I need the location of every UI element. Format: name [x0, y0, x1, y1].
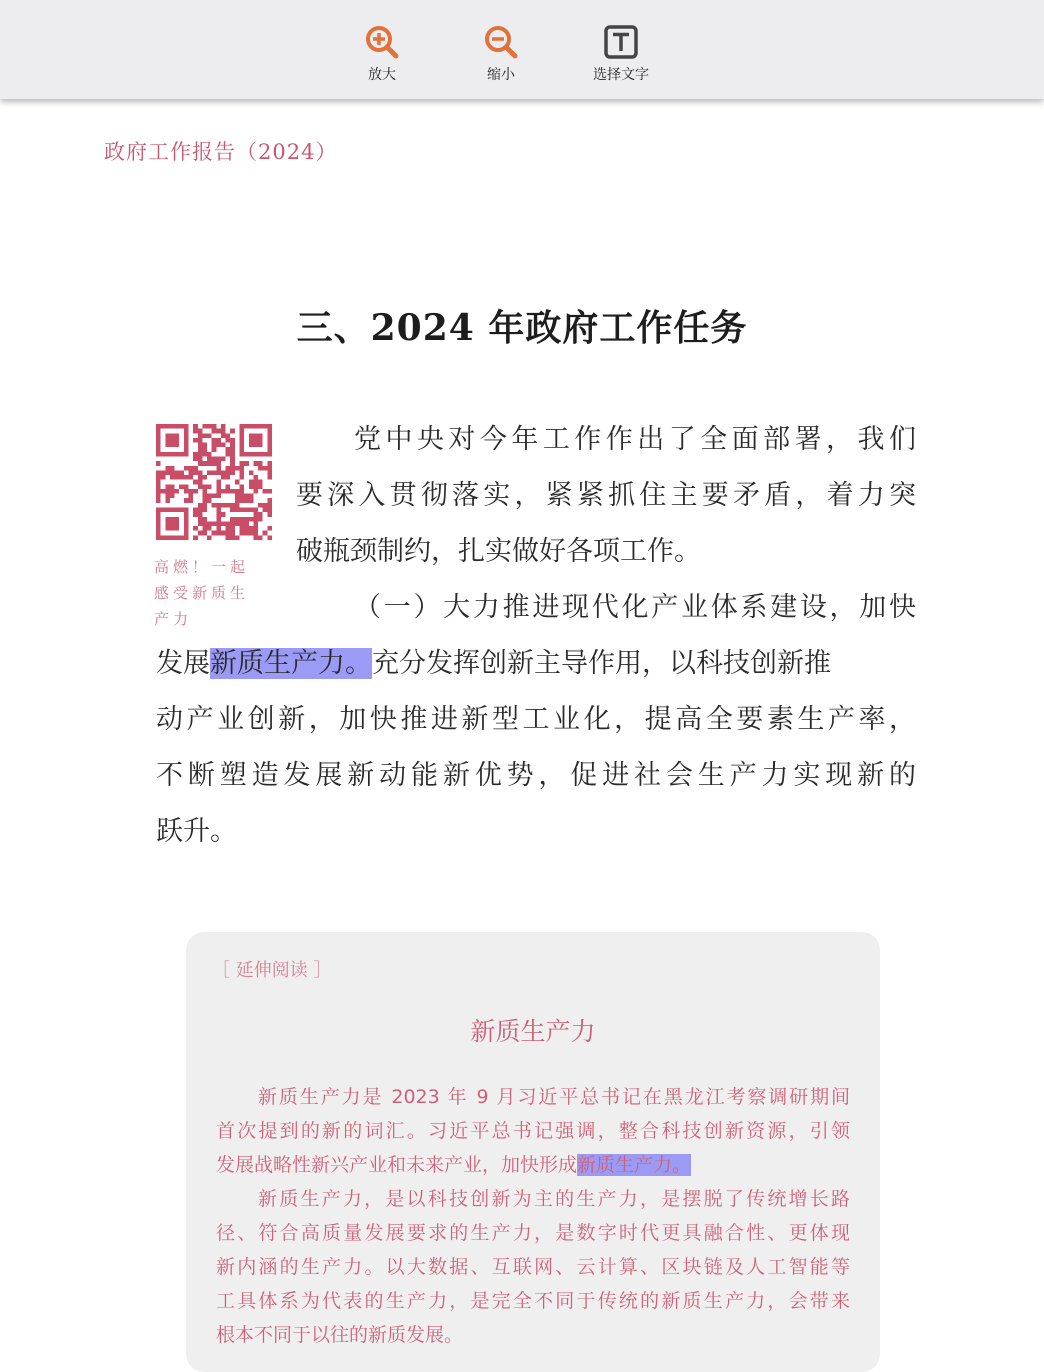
paragraph-line: 要深入贯彻落实，紧紧抓住主要矛盾，着力突 [296, 480, 916, 511]
section-title: 三、2024 年政府工作任务 [296, 307, 748, 349]
extended-reading-tag: ［ 延伸阅读 ］ [212, 960, 332, 981]
zoom-in-button[interactable] [337, 24, 427, 84]
highlighted-text[interactable]: 新质生产力。 [577, 1154, 692, 1176]
reading-line: 根本不同于以往的新质发展。 [216, 1324, 464, 1346]
zoom-out-button[interactable] [456, 24, 546, 84]
zoom-in-label: 放大 [368, 67, 396, 83]
qr-caption [154, 554, 274, 632]
reading-line: 首次提到的新的词汇。习近平总书记强调，整合科技创新资源，引领 [216, 1120, 850, 1142]
zoom-in-icon [364, 24, 400, 60]
paragraph-line: 党中央对今年工作作出了全面部署，我们 [354, 424, 916, 455]
running-head: 政府工作报告（2024） [104, 140, 338, 164]
reading-line-highlighted [216, 1148, 691, 1182]
select-text-label: 选择文字 [593, 67, 649, 83]
zoom-out-icon [483, 24, 519, 60]
paragraph-line: 破瓶颈制约，扎实做好各项工作。 [296, 536, 701, 567]
paragraph-line: 跃升。 [156, 816, 237, 847]
qr-caption-line: 高燃！一起 [154, 558, 250, 576]
text-select-icon [603, 24, 639, 60]
paragraph-line: 不断塑造发展新动能新优势，促进社会生产力实现新的 [156, 760, 916, 791]
reading-line: 新内涵的生产力。以大数据、互联网、云计算、区块链及人工智能等 [216, 1256, 850, 1278]
text-segment: 充分发挥创新主导作用，以科技创新推 [372, 648, 831, 679]
reading-line: 工具体系为代表的生产力，是完全不同于传统的新质生产力，会带来 [216, 1290, 850, 1312]
paragraph-line: 动产业创新，加快推进新型工业化，提高全要素生产率， [156, 704, 916, 735]
qr-caption-line: 产力 [154, 610, 193, 628]
zoom-out-label: 缩小 [487, 67, 515, 83]
extended-reading-box [186, 932, 880, 1372]
qr-code-block[interactable] [154, 424, 274, 632]
highlighted-text[interactable]: 新质生产力。 [210, 648, 372, 679]
paragraph-line: （一）大力推进现代化产业体系建设，加快 [354, 592, 916, 623]
text-segment: 发展战略性新兴产业和未来产业，加快形成 [216, 1154, 578, 1176]
reading-line: 径、符合高质量发展要求的生产力，是数字时代更具融合性、更体现 [216, 1222, 850, 1244]
extended-reading-title: 新质生产力 [470, 1017, 596, 1046]
qr-caption-line: 感受新质生 [154, 584, 250, 602]
reading-line: 新质生产力，是以科技创新为主的生产力，是摆脱了传统增长路 [258, 1188, 850, 1210]
select-text-button[interactable] [576, 24, 666, 84]
qr-code-icon [154, 424, 274, 540]
viewer-toolbar [0, 0, 1044, 99]
text-segment: 发展 [156, 648, 210, 679]
paragraph-line-highlighted [156, 636, 831, 692]
reading-line: 新质生产力是 2023 年 9 月习近平总书记在黑龙江考察调研期间 [258, 1086, 850, 1108]
